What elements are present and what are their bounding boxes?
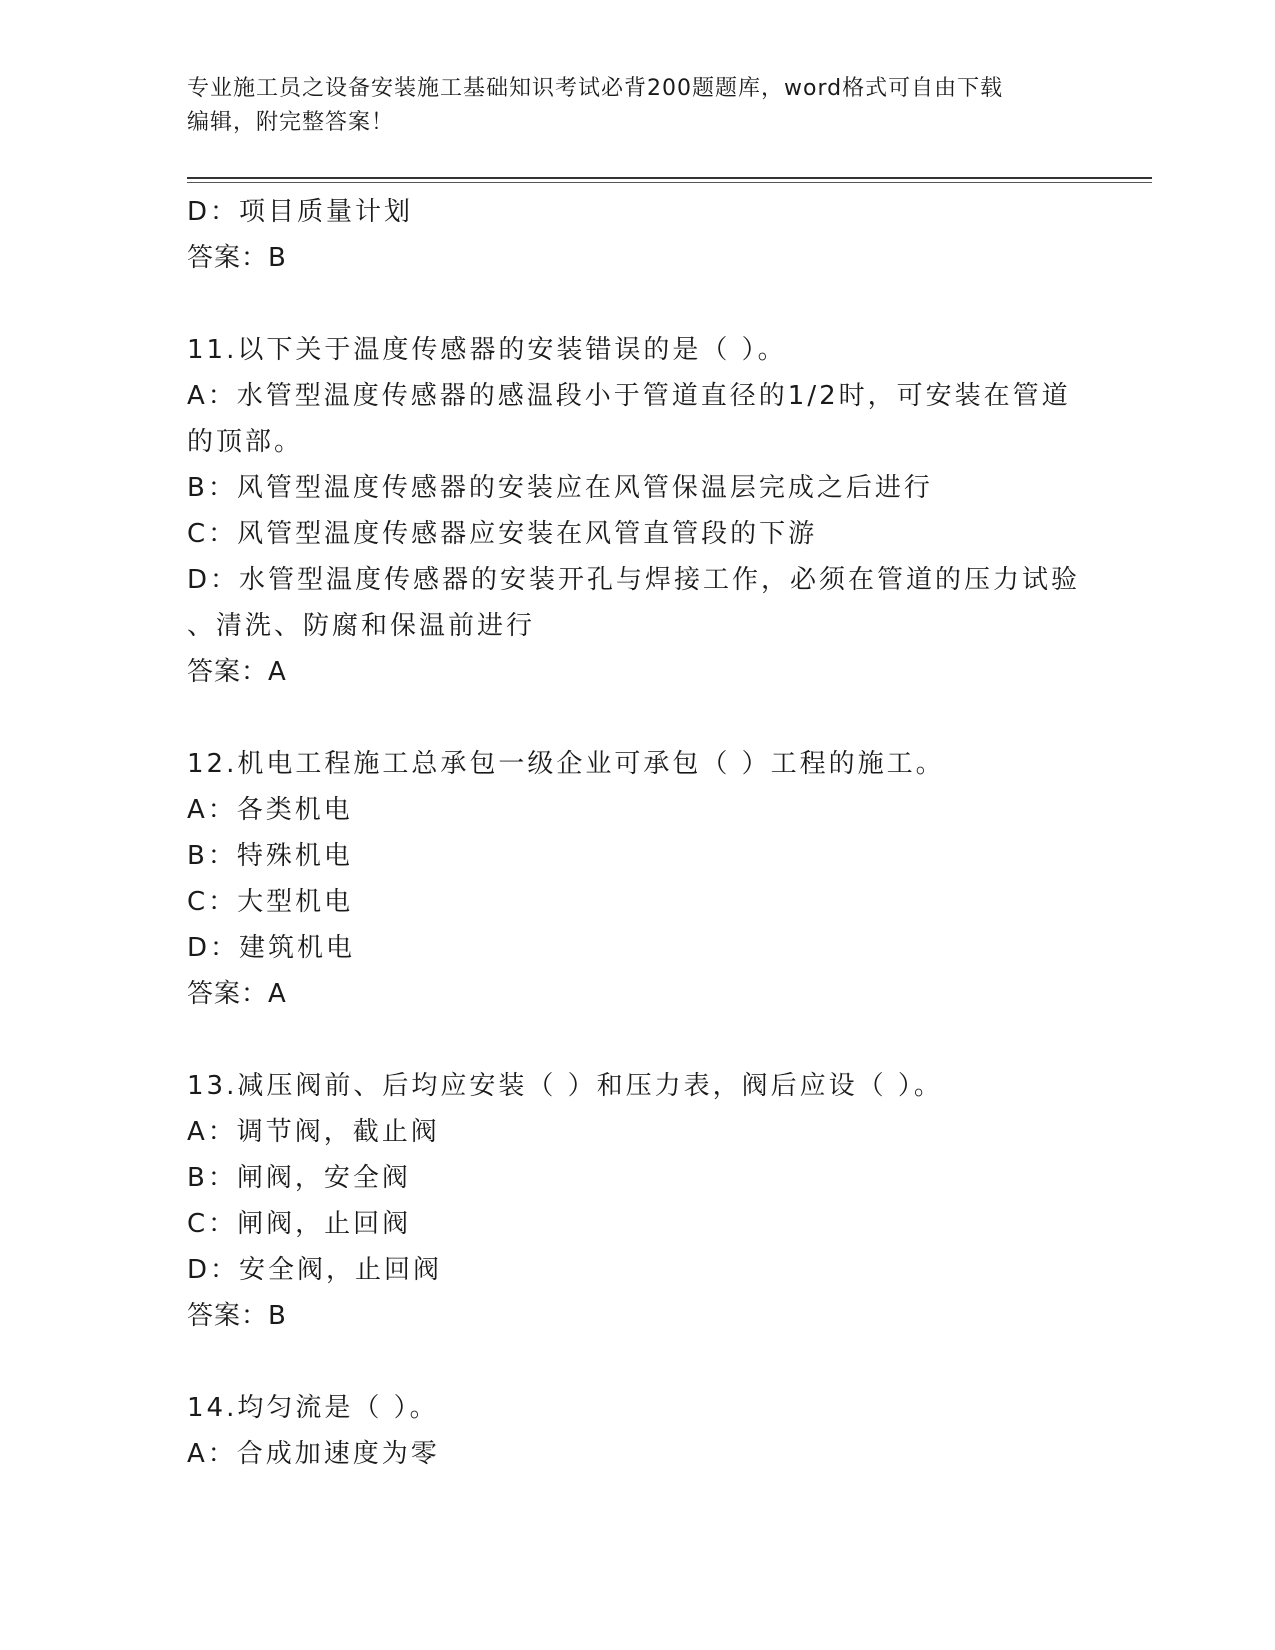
option-d: D：建筑机电: [187, 933, 356, 963]
question-11: [187, 327, 1087, 695]
option-b: B：风管型温度传感器的安装应在风管保温层完成之后进行: [187, 473, 933, 503]
question-stem: 14.均匀流是（ ）。: [187, 1393, 439, 1423]
answer: 答案：A: [187, 657, 287, 687]
option-d: D：水管型温度传感器的安装开孔与焊接工作，必须在管道的压力试验: [187, 565, 1081, 595]
document-header: [187, 72, 1067, 140]
option-a-continued: 的顶部。: [187, 427, 304, 457]
option-a: A：水管型温度传感器的感温段小于管道直径的1/2时，可安装在管道: [187, 381, 1071, 411]
question-stem: 13.减压阀前、后均应安装（ ）和压力表，阀后应设（ ）。: [187, 1071, 943, 1101]
question-12: [187, 741, 1087, 1017]
question-13: [187, 1063, 1087, 1339]
header-rule-thick: [187, 177, 1152, 179]
option-c: C：风管型温度传感器应安装在风管直管段的下游: [187, 519, 818, 549]
option-d: D：安全阀，止回阀: [187, 1255, 443, 1285]
option-a: A：调节阀，截止阀: [187, 1117, 440, 1147]
option-b: B：闸阀，安全阀: [187, 1163, 411, 1193]
header-line-1: 专业施工员之设备安装施工基础知识考试必背200题题库，word格式可自由下载: [187, 76, 1004, 101]
question-stem: 11.以下关于温度传感器的安装错误的是（ ）。: [187, 335, 787, 365]
option-a: A：各类机电: [187, 795, 353, 825]
header-line-2: 编辑，附完整答案！: [187, 110, 395, 135]
option-d-previous: D：项目质量计划: [187, 197, 414, 227]
option-a: A：合成加速度为零: [187, 1439, 440, 1469]
option-d-continued: 、清洗、防腐和保温前进行: [187, 611, 536, 641]
question-list: [187, 189, 1087, 1477]
header-rule-thin: [187, 182, 1152, 183]
answer: 答案：A: [187, 979, 287, 1009]
question-stem: 12.机电工程施工总承包一级企业可承包（ ）工程的施工。: [187, 749, 945, 779]
answer-previous: 答案：B: [187, 243, 287, 273]
answer: 答案：B: [187, 1301, 287, 1331]
option-b: B：特殊机电: [187, 841, 353, 871]
question-14: [187, 1385, 1087, 1477]
option-c: C：大型机电: [187, 887, 354, 917]
option-c: C：闸阀，止回阀: [187, 1209, 412, 1239]
